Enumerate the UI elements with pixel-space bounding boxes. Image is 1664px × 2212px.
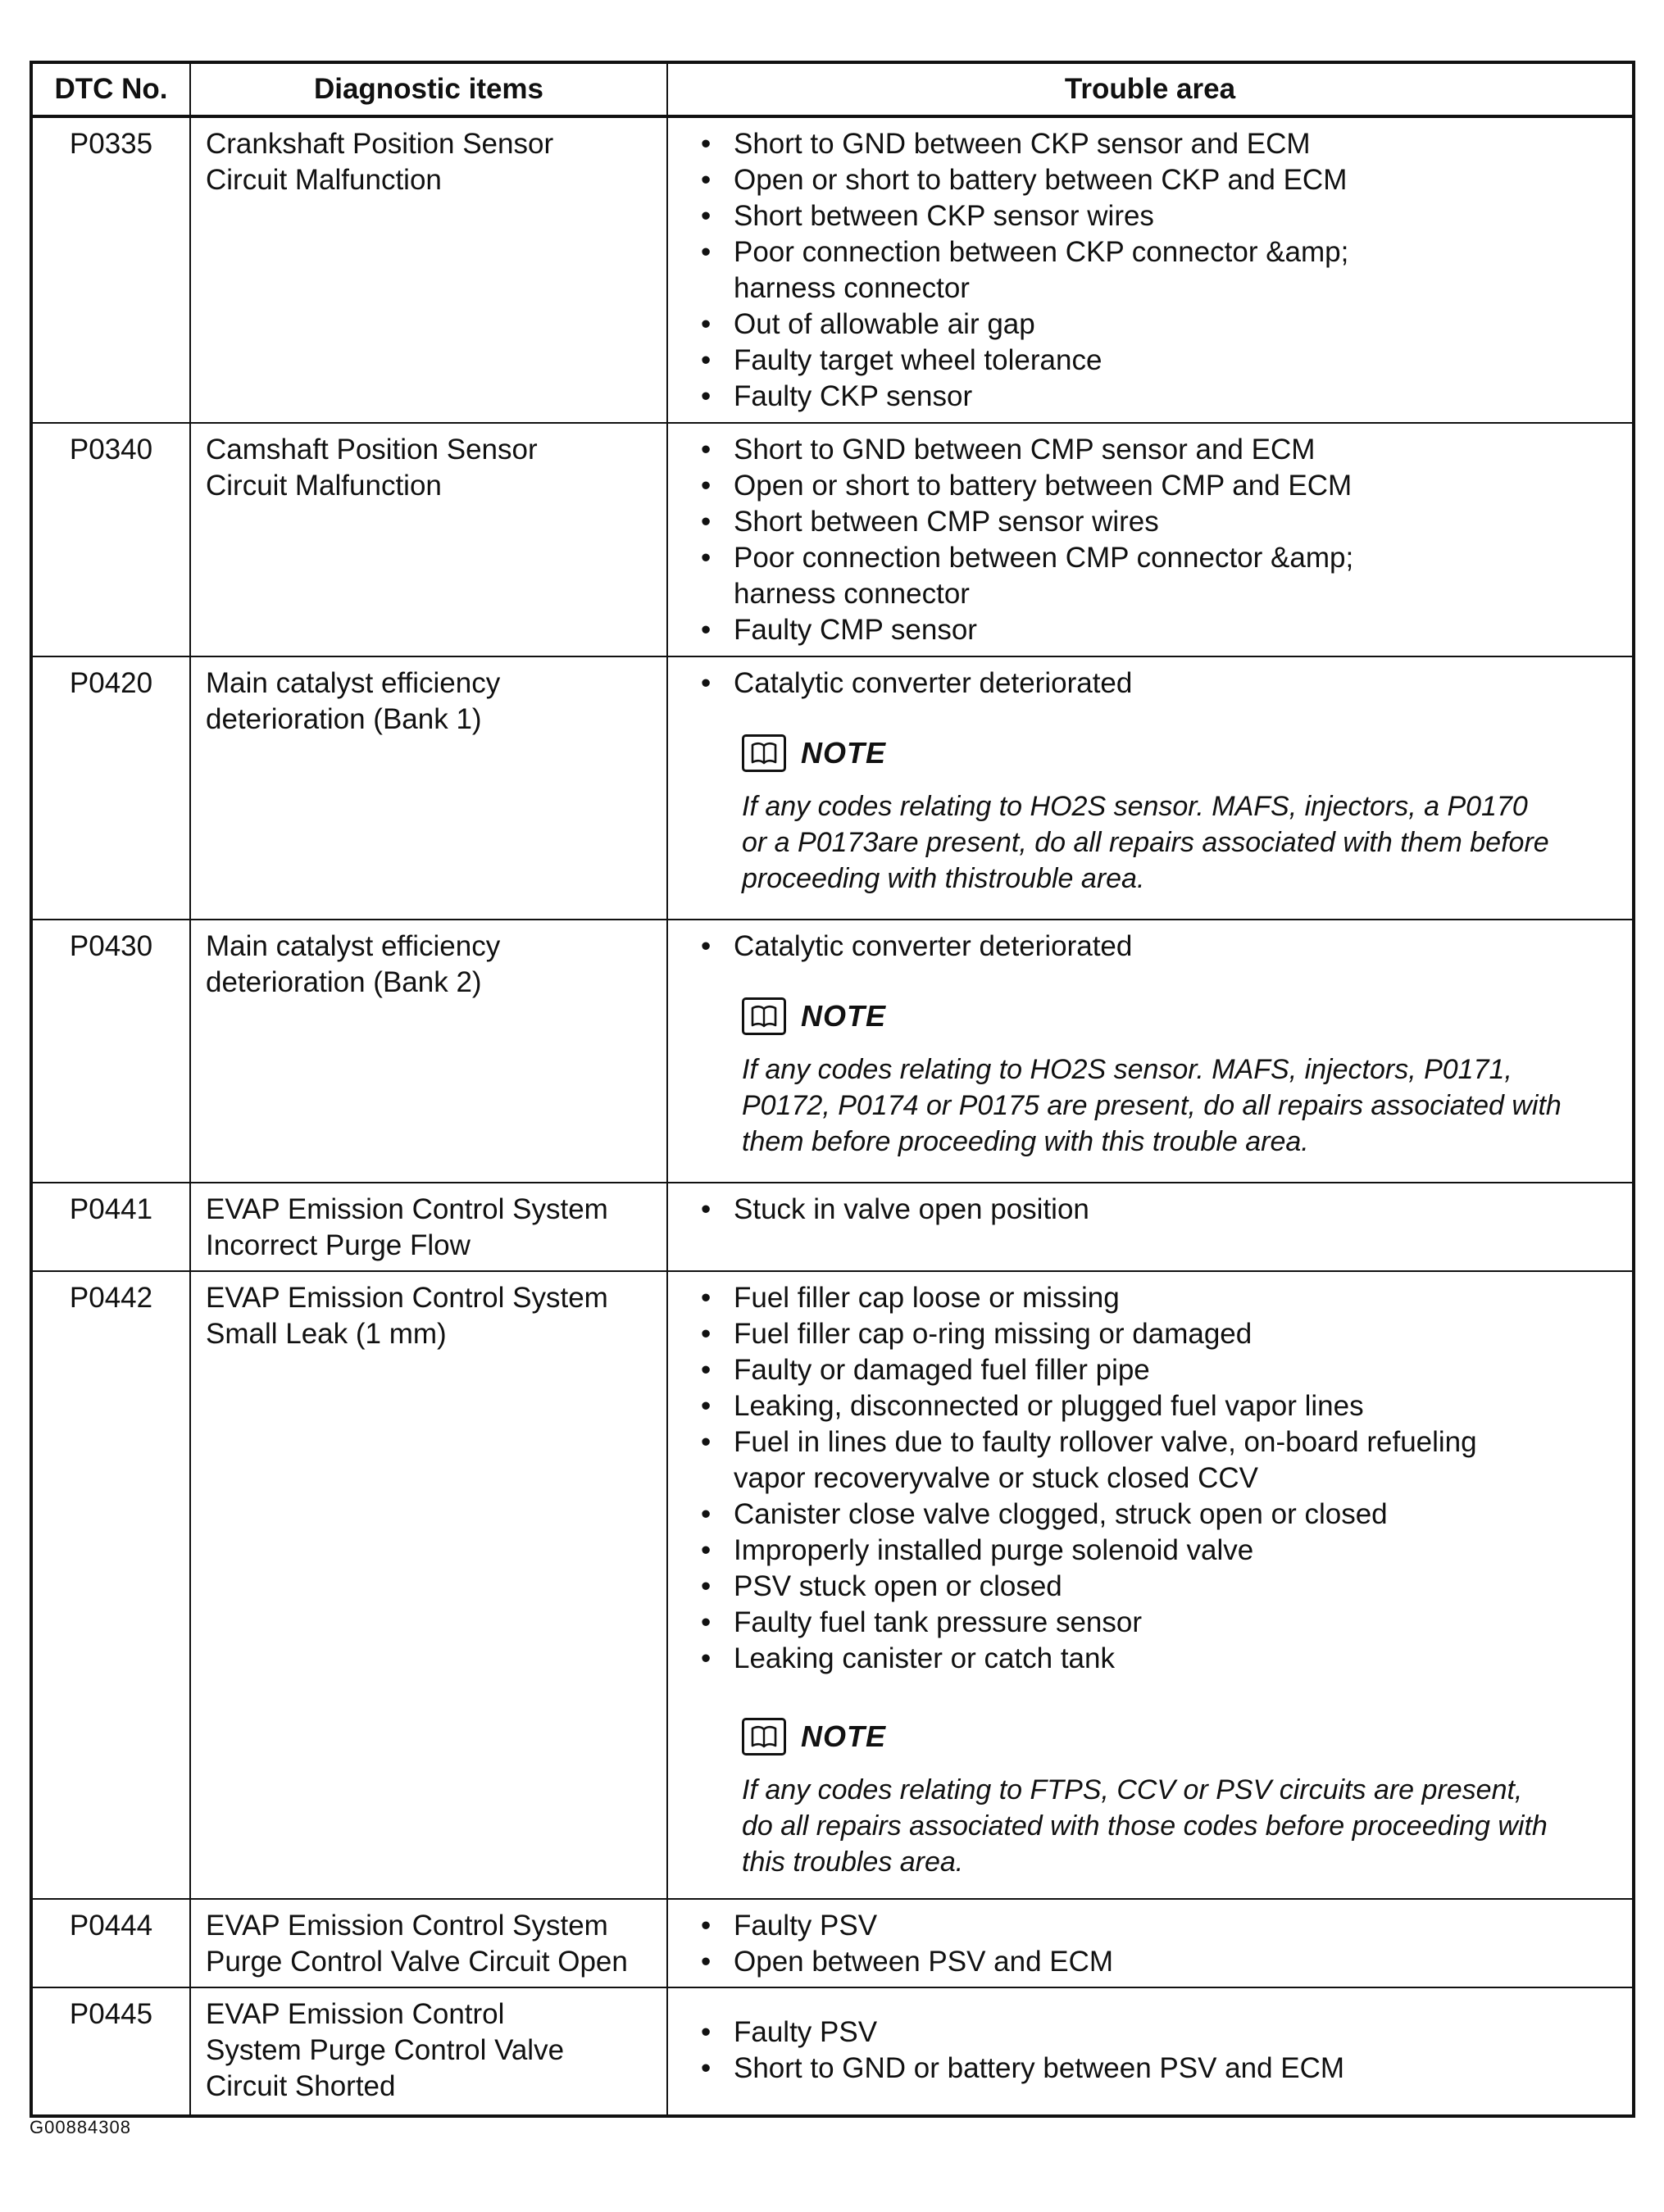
trouble-item <box>701 234 1621 307</box>
trouble-item-text: Fuel filler cap o-ring missing or damaged <box>734 1318 1253 1350</box>
trouble-item-text: Faulty PSV <box>734 2016 878 2048</box>
note-heading <box>742 994 1621 1038</box>
note-text-line: If any codes relating to FTPS, CCV or PSV circuits are present, <box>742 1774 1523 1805</box>
note-block <box>742 1715 1621 1880</box>
trouble-item-text: Canister close valve clogged, struck open or closed <box>734 1498 1388 1530</box>
diagnostic-item-line: Circuit Shorted <box>206 2070 396 2102</box>
figure-id: G00884308 <box>30 2117 131 2137</box>
trouble-item-text: Open between PSV and ECM <box>734 1946 1114 1978</box>
trouble-item-continuation: vapor recoveryvalve or stuck closed CCV <box>734 1462 1258 1494</box>
trouble-item-text: Fuel filler cap loose or missing <box>734 1282 1120 1314</box>
trouble-item-text: Stuck in valve open position <box>734 1193 1089 1225</box>
diagnostic-item-line: Crankshaft Position Sensor <box>206 128 554 160</box>
trouble-item <box>701 379 1621 415</box>
trouble-item <box>701 1316 1621 1352</box>
trouble-item <box>701 343 1621 379</box>
note-text-line: them before proceeding with this trouble area. <box>742 1126 1309 1157</box>
dtc-table <box>30 61 1635 2118</box>
diagnostic-item-line: System Purge Control Valve <box>206 2034 565 2066</box>
note-text-line: If any codes relating to HO2S sensor. MAFS, injectors, P0171, <box>742 1054 1512 1085</box>
header-diagnostic-items: Diagnostic items <box>190 62 667 116</box>
trouble-item-text: Faulty PSV <box>734 1910 878 1942</box>
note-text-line: this troubles area. <box>742 1846 964 1878</box>
trouble-list <box>701 1280 1621 1677</box>
diagnostic-item-line: EVAP Emission Control System <box>206 1910 608 1942</box>
trouble-item-text: Open or short to battery between CKP and ECM <box>734 164 1348 196</box>
trouble-area <box>667 656 1634 920</box>
trouble-list <box>701 2014 1621 2087</box>
trouble-item <box>701 1533 1621 1569</box>
trouble-item <box>701 432 1621 468</box>
trouble-item-text: Short to GND between CMP sensor and ECM <box>734 434 1316 466</box>
trouble-list <box>701 126 1621 415</box>
trouble-list <box>701 432 1621 648</box>
trouble-item <box>701 665 1621 702</box>
header-dtc-no: DTC No. <box>31 62 190 116</box>
diagnostic-item <box>190 1271 667 1899</box>
note-label: NOTE <box>801 1719 887 1753</box>
trouble-area <box>667 920 1634 1183</box>
diagnostic-item <box>190 1987 667 2116</box>
trouble-list <box>701 929 1621 965</box>
trouble-item <box>701 612 1621 648</box>
table-row <box>31 1183 1634 1271</box>
diagnostic-item <box>190 1183 667 1271</box>
trouble-item <box>701 1569 1621 1605</box>
trouble-item <box>701 2014 1621 2051</box>
trouble-item <box>701 162 1621 198</box>
dtc-code: P0444 <box>31 1899 190 1987</box>
trouble-item-text: Catalytic converter deteriorated <box>734 930 1133 962</box>
dtc-code: P0442 <box>31 1271 190 1899</box>
book-icon <box>742 997 786 1035</box>
table-row <box>31 1987 1634 2116</box>
dtc-code: P0335 <box>31 116 190 423</box>
trouble-item-text: Open or short to battery between CMP and ECM <box>734 470 1353 502</box>
table-row <box>31 116 1634 423</box>
diagnostic-item-line: Small Leak (1 mm) <box>206 1318 447 1350</box>
diagnostic-item-line: Main catalyst efficiency <box>206 930 501 962</box>
trouble-item-text: PSV stuck open or closed <box>734 1570 1062 1602</box>
header-trouble-area: Trouble area <box>667 62 1634 116</box>
trouble-item-text: Short between CMP sensor wires <box>734 506 1159 538</box>
diagnostic-item-line: Main catalyst efficiency <box>206 667 501 699</box>
diagnostic-item-line: EVAP Emission Control <box>206 1998 505 2030</box>
trouble-item-text: Fuel in lines due to faulty rollover valve, on-board refueling <box>734 1426 1477 1458</box>
note-heading <box>742 1715 1621 1759</box>
note-text-line: do all repairs associated with those codes before proceeding with <box>742 1810 1548 1842</box>
trouble-item-text: Catalytic converter deteriorated <box>734 667 1133 699</box>
diagnostic-item <box>190 423 667 656</box>
diagnostic-item <box>190 656 667 920</box>
note-label: NOTE <box>801 736 887 770</box>
trouble-item <box>701 2051 1621 2087</box>
trouble-item-text: Poor connection between CMP connector &amp; <box>734 542 1354 574</box>
trouble-list <box>701 1908 1621 1980</box>
table-row <box>31 920 1634 1183</box>
dtc-code: P0445 <box>31 1987 190 2116</box>
diagnostic-item-line: Incorrect Purge Flow <box>206 1229 471 1261</box>
trouble-item-continuation: harness connector <box>734 272 970 304</box>
book-icon <box>742 734 786 772</box>
dtc-code: P0430 <box>31 920 190 1183</box>
book-icon <box>742 1718 786 1756</box>
table-row <box>31 656 1634 920</box>
dtc-code: P0340 <box>31 423 190 656</box>
diagnostic-item <box>190 920 667 1183</box>
table-body <box>31 116 1634 2116</box>
diagnostic-item-line: deterioration (Bank 2) <box>206 966 482 998</box>
trouble-item <box>701 1192 1621 1228</box>
table-row <box>31 423 1634 656</box>
diagnostic-item-line: EVAP Emission Control System <box>206 1193 608 1225</box>
trouble-item-text: Faulty fuel tank pressure sensor <box>734 1606 1143 1638</box>
trouble-item <box>701 1908 1621 1944</box>
table-row <box>31 1899 1634 1987</box>
trouble-area <box>667 1987 1634 2116</box>
trouble-item-text: Improperly installed purge solenoid valve <box>734 1534 1254 1566</box>
diagnostic-item-line: EVAP Emission Control System <box>206 1282 608 1314</box>
trouble-item <box>701 540 1621 612</box>
trouble-list <box>701 665 1621 702</box>
trouble-item <box>701 1944 1621 1980</box>
trouble-item-text: Short between CKP sensor wires <box>734 200 1154 232</box>
trouble-area <box>667 1271 1634 1899</box>
trouble-item <box>701 1424 1621 1497</box>
trouble-item <box>701 1497 1621 1533</box>
trouble-item <box>701 1280 1621 1316</box>
note-text <box>742 1772 1621 1880</box>
diagnostic-item-line: Circuit Malfunction <box>206 470 442 502</box>
trouble-item <box>701 198 1621 234</box>
diagnostic-item <box>190 116 667 423</box>
trouble-item-text: Short to GND between CKP sensor and ECM <box>734 128 1311 160</box>
diagnostic-item-line: Circuit Malfunction <box>206 164 442 196</box>
trouble-item-text: Faulty target wheel tolerance <box>734 344 1103 376</box>
trouble-item-text: Faulty CKP sensor <box>734 380 973 412</box>
note-text-line: P0172, P0174 or P0175 are present, do all repairs associated with <box>742 1090 1562 1121</box>
note-text-line: proceeding with thistrouble area. <box>742 863 1145 894</box>
trouble-area <box>667 116 1634 423</box>
note-text <box>742 788 1621 897</box>
trouble-item-text: Faulty CMP sensor <box>734 614 977 646</box>
trouble-item <box>701 1605 1621 1641</box>
note-block <box>742 731 1621 897</box>
note-text <box>742 1051 1621 1160</box>
dtc-code: P0441 <box>31 1183 190 1271</box>
note-text-line: or a P0173are present, do all repairs associated with them before <box>742 827 1549 858</box>
trouble-item-text: Leaking, disconnected or plugged fuel vapor lines <box>734 1390 1364 1422</box>
trouble-item <box>701 1352 1621 1388</box>
trouble-item <box>701 468 1621 504</box>
trouble-item-text: Poor connection between CKP connector &amp; <box>734 236 1349 268</box>
diagnostic-item-line: Purge Control Valve Circuit Open <box>206 1946 628 1978</box>
trouble-item <box>701 504 1621 540</box>
diagnostic-item-line: Camshaft Position Sensor <box>206 434 538 466</box>
trouble-area <box>667 1183 1634 1271</box>
trouble-item-text: Short to GND or battery between PSV and ECM <box>734 2052 1345 2084</box>
trouble-area <box>667 423 1634 656</box>
diagnostic-item <box>190 1899 667 1987</box>
note-heading <box>742 731 1621 775</box>
trouble-item <box>701 1641 1621 1677</box>
diagnostic-item-line: deterioration (Bank 1) <box>206 703 482 735</box>
note-block <box>742 994 1621 1160</box>
trouble-list <box>701 1192 1621 1228</box>
trouble-item <box>701 1388 1621 1424</box>
trouble-item <box>701 126 1621 162</box>
trouble-item-text: Leaking canister or catch tank <box>734 1642 1115 1674</box>
trouble-area <box>667 1899 1634 1987</box>
note-text-line: If any codes relating to HO2S sensor. MAFS, injectors, a P0170 <box>742 791 1528 822</box>
note-label: NOTE <box>801 999 887 1033</box>
trouble-item <box>701 929 1621 965</box>
trouble-item-text: Faulty or damaged fuel filler pipe <box>734 1354 1150 1386</box>
dtc-code: P0420 <box>31 656 190 920</box>
trouble-item-text: Out of allowable air gap <box>734 308 1035 340</box>
table-row <box>31 1271 1634 1899</box>
table-header-row <box>31 62 1634 116</box>
trouble-item-continuation: harness connector <box>734 578 970 610</box>
trouble-item <box>701 307 1621 343</box>
